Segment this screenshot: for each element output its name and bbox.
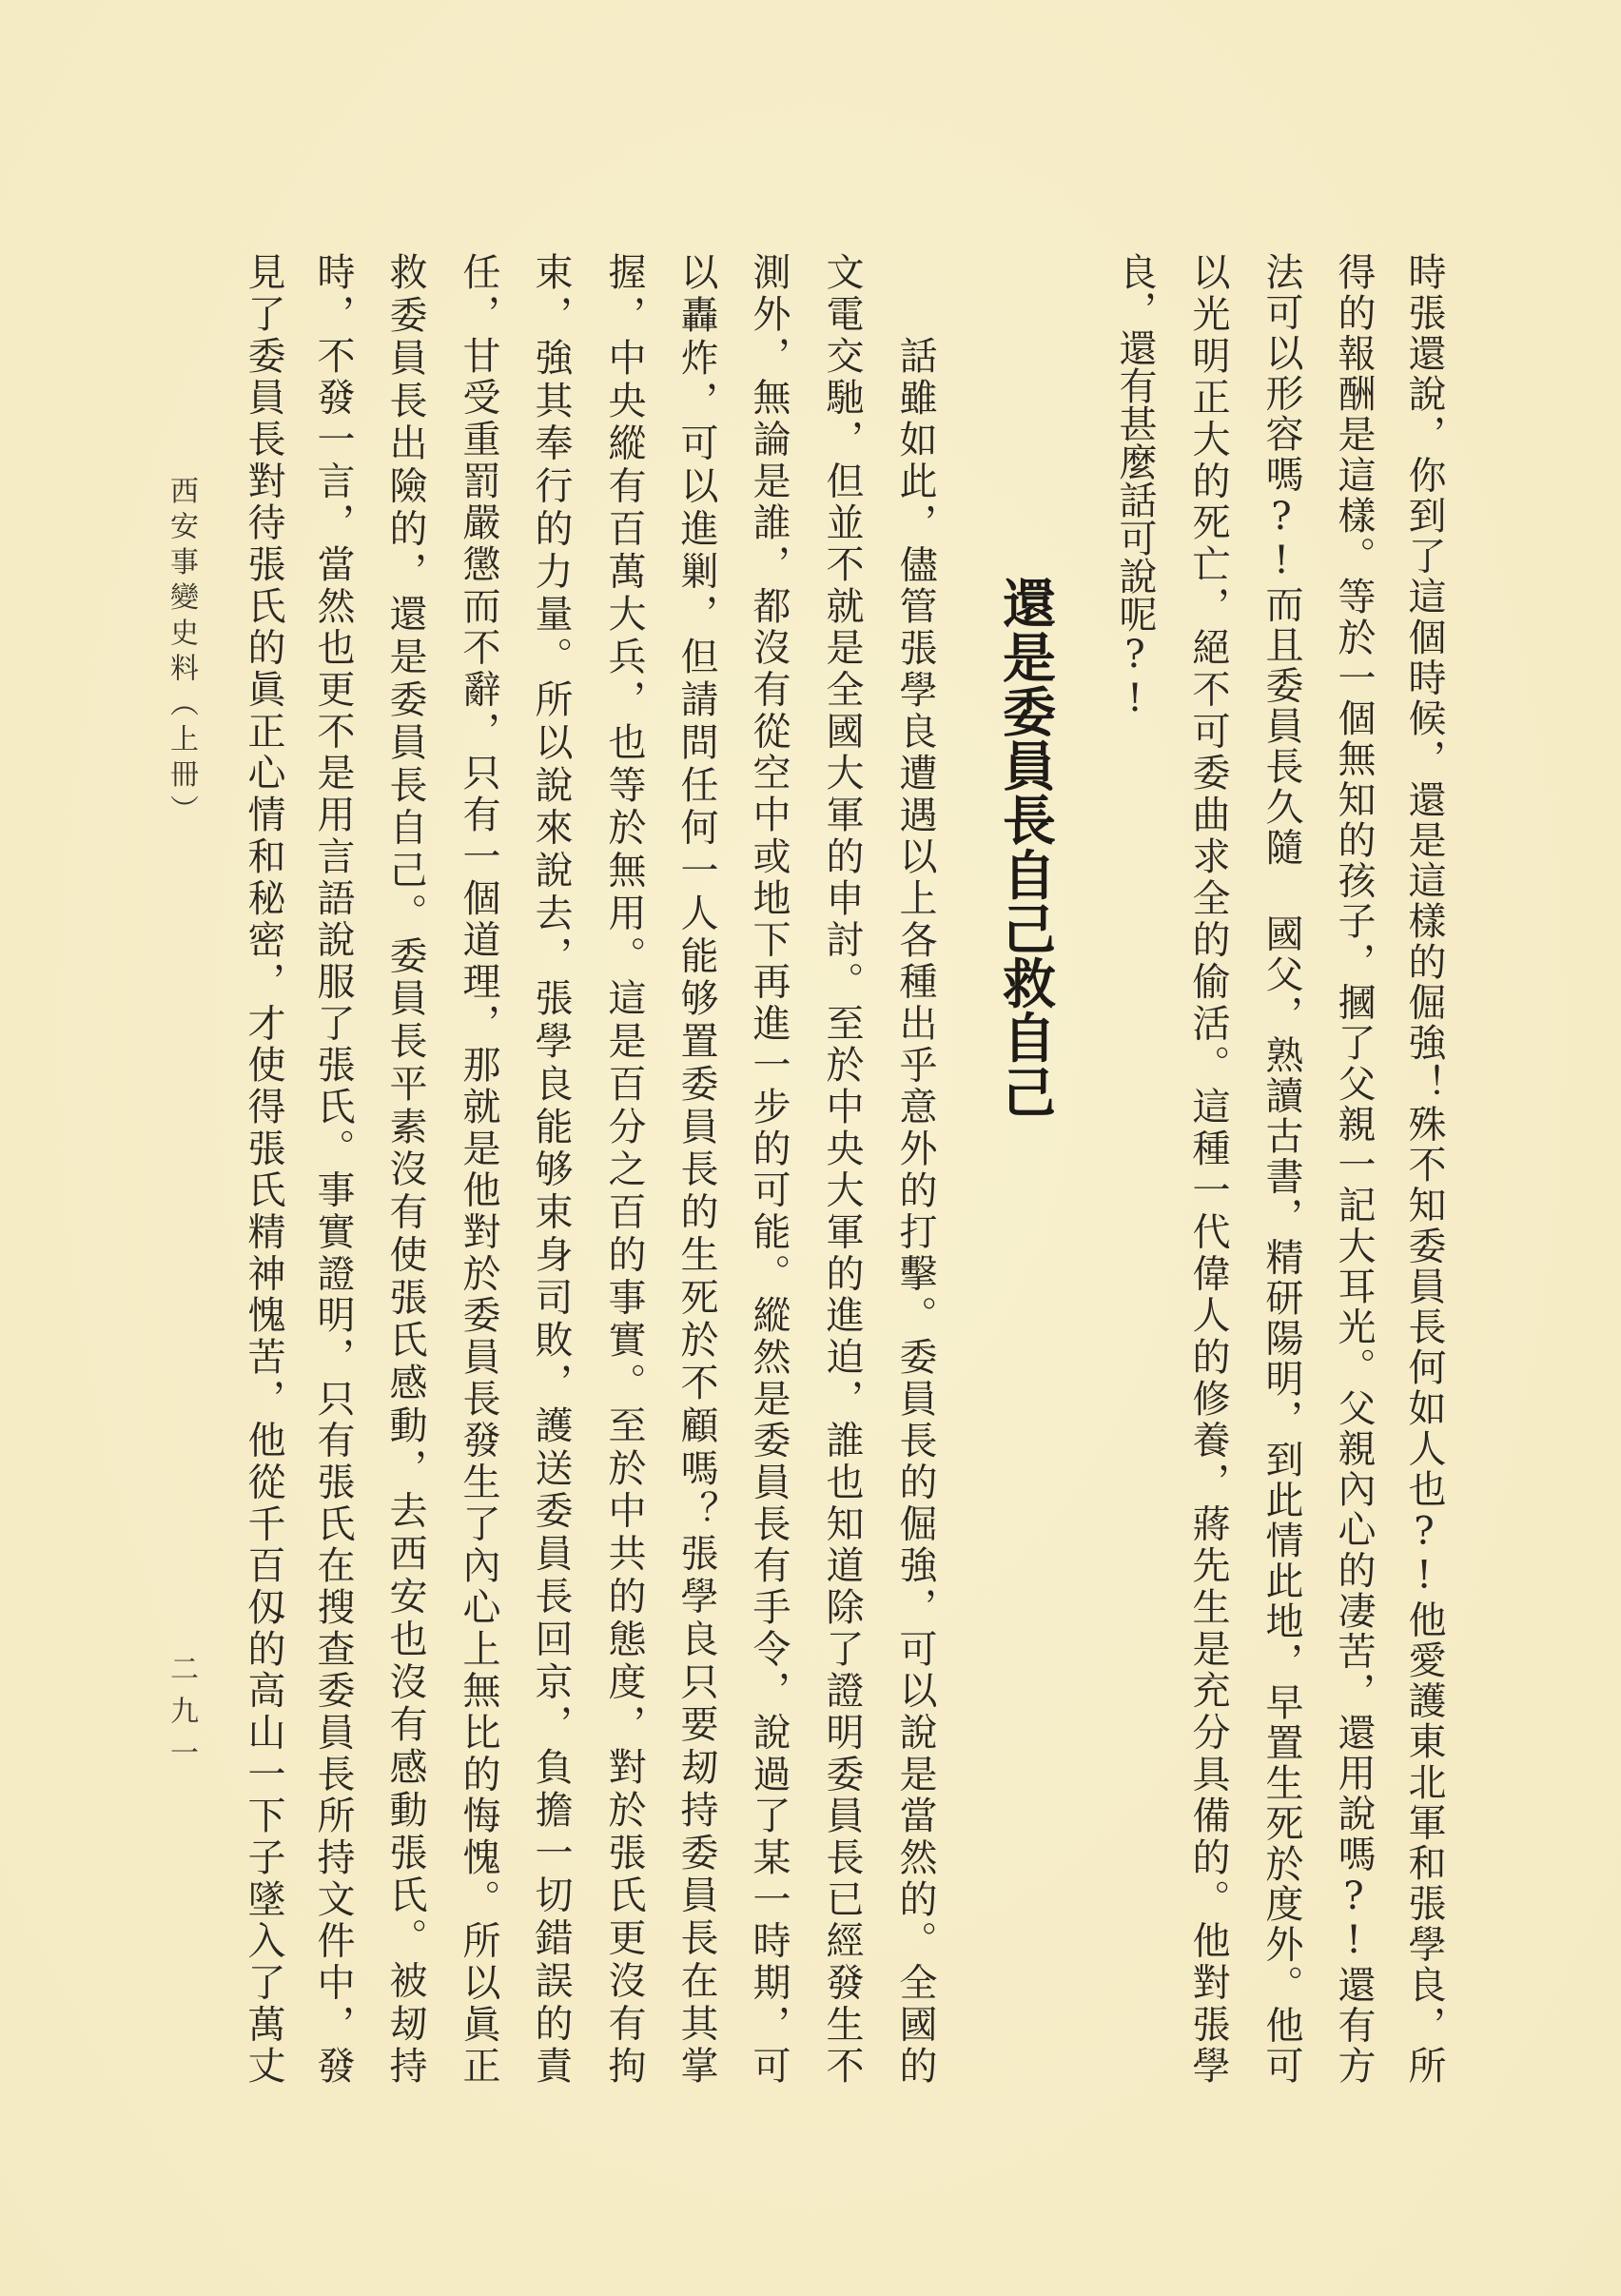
- running-footer-title: 西安事變史料（上冊）: [165, 476, 198, 823]
- paragraph-start-column: 話雖如此，儘管張學良遭遇以上各種出乎意外的打擊。委員長的倔強，可以說是當然的。全國的: [893, 336, 937, 2084]
- body-column: 以轟炸，可以進剿，但請問任何一人能够置委員長的生死於不顧嗎？張學良只要刼持委員長在其掌: [674, 252, 718, 2084]
- body-column: 測外，無論是誰，都沒有從空中或地下再進一步的可能。縱然是委員長有手令，說過了某一時期，可: [747, 252, 791, 2084]
- body-column: 任，甘受重罰嚴懲而不辭，只有一個道理，那就是他對於委員長發生了內心上無比的悔愧。所以眞正: [457, 252, 500, 2084]
- page-number: 二九一: [165, 1654, 198, 1766]
- body-column: 文電交馳，但並不就是全國大軍的申討。至於中央大軍的進迫，誰也知道除了證明委員長已經發生不: [820, 252, 864, 2084]
- body-column: 見了委員長對待張氏的眞正心情和秘密，才使得張氏精神愧苦，他從千百仭的高山一下子墜入了萬丈: [242, 252, 285, 2084]
- body-column: 良，還有甚麼話可說呢?!: [1113, 252, 1157, 720]
- body-column: 法可以形容嗎?!而且委員長久隨 國父，熟讀古書，精研陽明，到此情此地，早置生死於度外。他可: [1260, 252, 1303, 2084]
- body-column: 時張還說，你到了這個時候，還是這樣的倔強！殊不知委員長何如人也?!他愛護東北軍和張學良，所: [1402, 252, 1446, 2084]
- body-column: 束，強其奉行的力量。所以說來說去，張學良能够束身司敗，護送委員長回京，負擔一切錯誤的責: [529, 252, 573, 2084]
- body-column: 握，中央縱有百萬大兵，也等於無用。這是百分之百的事實。至於中共的態度，對於張氏更沒有拘: [602, 252, 646, 2084]
- section-heading: 還是委員長自己救自己: [994, 576, 1056, 1118]
- body-column: 以光明正大的死亡，絕不可委曲求全的偷活。這種一代偉人的修養，蔣先生是充分具備的。他對張學: [1186, 252, 1230, 2084]
- body-column: 時，不發一言，當然也更不是用言語說服了張氏。事實證明，只有張氏在搜查委員長所持文件中，發: [311, 252, 355, 2084]
- body-column: 救委員長出險的，還是委員長自己。委員長平素沒有使張氏感動，去西安也沒有感動張氏。被刼持: [383, 252, 427, 2084]
- body-column: 得的報酬是這樣。等於一個無知的孩子，摑了父親一記大耳光。父親內心的凄苦，還用說嗎?!還有方: [1332, 252, 1376, 2084]
